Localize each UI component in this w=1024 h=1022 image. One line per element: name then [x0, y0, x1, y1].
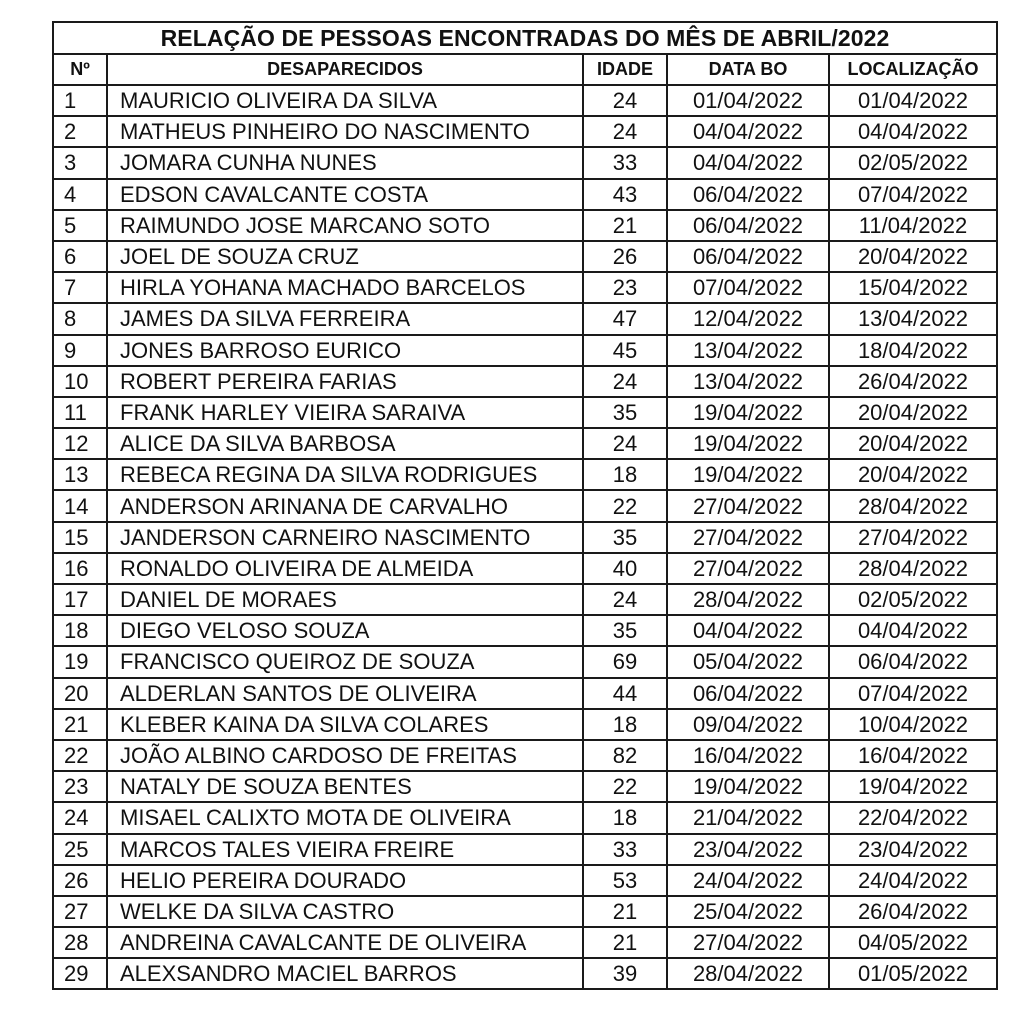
table-row	[53, 615, 997, 646]
person-age: 43	[583, 179, 667, 210]
date-bo: 19/04/2022	[667, 397, 829, 428]
date-bo: 19/04/2022	[667, 771, 829, 802]
date-bo: 19/04/2022	[667, 459, 829, 490]
location-date: 02/05/2022	[829, 147, 997, 178]
row-number: 19	[53, 646, 107, 677]
row-number: 3	[53, 147, 107, 178]
row-number: 21	[53, 709, 107, 740]
table-row	[53, 397, 997, 428]
found-persons-table	[52, 21, 998, 990]
table-row	[53, 490, 997, 521]
date-bo: 09/04/2022	[667, 709, 829, 740]
person-age: 53	[583, 865, 667, 896]
table-row	[53, 802, 997, 833]
person-name: ANDERSON ARINANA DE CARVALHO	[107, 490, 583, 521]
date-bo: 01/04/2022	[667, 85, 829, 116]
location-date: 16/04/2022	[829, 740, 997, 771]
table-row	[53, 522, 997, 553]
person-name: REBECA REGINA DA SILVA RODRIGUES	[107, 459, 583, 490]
date-bo: 04/04/2022	[667, 615, 829, 646]
table-row	[53, 179, 997, 210]
person-age: 47	[583, 303, 667, 334]
person-name: WELKE DA SILVA CASTRO	[107, 896, 583, 927]
date-bo: 28/04/2022	[667, 958, 829, 989]
location-date: 07/04/2022	[829, 179, 997, 210]
date-bo: 28/04/2022	[667, 584, 829, 615]
person-name: ROBERT PEREIRA FARIAS	[107, 366, 583, 397]
date-bo: 07/04/2022	[667, 272, 829, 303]
location-date: 24/04/2022	[829, 865, 997, 896]
header-date-bo: DATA BO	[667, 54, 829, 85]
row-number: 28	[53, 927, 107, 958]
table-row	[53, 335, 997, 366]
person-name: MISAEL CALIXTO MOTA DE OLIVEIRA	[107, 802, 583, 833]
date-bo: 06/04/2022	[667, 179, 829, 210]
location-date: 02/05/2022	[829, 584, 997, 615]
table-row	[53, 646, 997, 677]
location-date: 20/04/2022	[829, 459, 997, 490]
table-row	[53, 85, 997, 116]
location-date: 22/04/2022	[829, 802, 997, 833]
person-age: 33	[583, 834, 667, 865]
table-row	[53, 147, 997, 178]
person-name: ALICE DA SILVA BARBOSA	[107, 428, 583, 459]
person-age: 24	[583, 366, 667, 397]
person-age: 21	[583, 896, 667, 927]
row-number: 12	[53, 428, 107, 459]
location-date: 19/04/2022	[829, 771, 997, 802]
location-date: 13/04/2022	[829, 303, 997, 334]
person-name: JOÃO ALBINO CARDOSO DE FREITAS	[107, 740, 583, 771]
person-name: DANIEL DE MORAES	[107, 584, 583, 615]
location-date: 01/05/2022	[829, 958, 997, 989]
location-date: 04/04/2022	[829, 116, 997, 147]
person-age: 44	[583, 678, 667, 709]
table-body	[53, 85, 997, 989]
date-bo: 27/04/2022	[667, 927, 829, 958]
row-number: 13	[53, 459, 107, 490]
date-bo: 23/04/2022	[667, 834, 829, 865]
row-number: 18	[53, 615, 107, 646]
location-date: 27/04/2022	[829, 522, 997, 553]
row-number: 10	[53, 366, 107, 397]
location-date: 04/04/2022	[829, 615, 997, 646]
person-name: FRANK HARLEY VIEIRA SARAIVA	[107, 397, 583, 428]
location-date: 26/04/2022	[829, 366, 997, 397]
person-age: 21	[583, 927, 667, 958]
person-name: EDSON CAVALCANTE COSTA	[107, 179, 583, 210]
header-row	[53, 54, 997, 85]
header-num: Nº	[53, 54, 107, 85]
row-number: 15	[53, 522, 107, 553]
person-age: 22	[583, 490, 667, 521]
table-row	[53, 272, 997, 303]
location-date: 28/04/2022	[829, 490, 997, 521]
date-bo: 05/04/2022	[667, 646, 829, 677]
location-date: 10/04/2022	[829, 709, 997, 740]
row-number: 26	[53, 865, 107, 896]
location-date: 04/05/2022	[829, 927, 997, 958]
table-row	[53, 428, 997, 459]
person-age: 24	[583, 116, 667, 147]
person-name: JAMES DA SILVA FERREIRA	[107, 303, 583, 334]
table-row	[53, 678, 997, 709]
table-row	[53, 210, 997, 241]
date-bo: 04/04/2022	[667, 147, 829, 178]
row-number: 29	[53, 958, 107, 989]
location-date: 01/04/2022	[829, 85, 997, 116]
person-name: KLEBER KAINA DA SILVA COLARES	[107, 709, 583, 740]
person-age: 22	[583, 771, 667, 802]
row-number: 6	[53, 241, 107, 272]
person-age: 35	[583, 397, 667, 428]
person-age: 18	[583, 709, 667, 740]
row-number: 22	[53, 740, 107, 771]
person-age: 40	[583, 553, 667, 584]
person-age: 26	[583, 241, 667, 272]
table-row	[53, 958, 997, 989]
person-age: 24	[583, 85, 667, 116]
person-name: MAURICIO OLIVEIRA DA SILVA	[107, 85, 583, 116]
table-row	[53, 865, 997, 896]
row-number: 24	[53, 802, 107, 833]
location-date: 20/04/2022	[829, 397, 997, 428]
person-name: ANDREINA CAVALCANTE DE OLIVEIRA	[107, 927, 583, 958]
table-title: RELAÇÃO DE PESSOAS ENCONTRADAS DO MÊS DE ABRIL/2022	[53, 22, 997, 54]
date-bo: 27/04/2022	[667, 553, 829, 584]
table-row	[53, 116, 997, 147]
person-age: 33	[583, 147, 667, 178]
row-number: 1	[53, 85, 107, 116]
table-row	[53, 303, 997, 334]
person-name: RAIMUNDO JOSE MARCANO SOTO	[107, 210, 583, 241]
person-age: 39	[583, 958, 667, 989]
person-age: 35	[583, 615, 667, 646]
row-number: 23	[53, 771, 107, 802]
table-row	[53, 459, 997, 490]
location-date: 23/04/2022	[829, 834, 997, 865]
person-age: 69	[583, 646, 667, 677]
person-name: MATHEUS PINHEIRO DO NASCIMENTO	[107, 116, 583, 147]
location-date: 07/04/2022	[829, 678, 997, 709]
row-number: 5	[53, 210, 107, 241]
person-name: NATALY DE SOUZA BENTES	[107, 771, 583, 802]
row-number: 14	[53, 490, 107, 521]
row-number: 27	[53, 896, 107, 927]
table-row	[53, 584, 997, 615]
date-bo: 06/04/2022	[667, 241, 829, 272]
date-bo: 21/04/2022	[667, 802, 829, 833]
person-age: 24	[583, 428, 667, 459]
table-row	[53, 241, 997, 272]
table-row	[53, 834, 997, 865]
row-number: 17	[53, 584, 107, 615]
table-row	[53, 709, 997, 740]
row-number: 9	[53, 335, 107, 366]
location-date: 28/04/2022	[829, 553, 997, 584]
location-date: 11/04/2022	[829, 210, 997, 241]
date-bo: 24/04/2022	[667, 865, 829, 896]
person-name: ALEXSANDRO MACIEL BARROS	[107, 958, 583, 989]
person-name: DIEGO VELOSO SOUZA	[107, 615, 583, 646]
person-age: 35	[583, 522, 667, 553]
header-location: LOCALIZAÇÃO	[829, 54, 997, 85]
person-name: ALDERLAN SANTOS DE OLIVEIRA	[107, 678, 583, 709]
person-age: 82	[583, 740, 667, 771]
row-number: 4	[53, 179, 107, 210]
row-number: 25	[53, 834, 107, 865]
table-row	[53, 740, 997, 771]
date-bo: 06/04/2022	[667, 210, 829, 241]
date-bo: 04/04/2022	[667, 116, 829, 147]
location-date: 06/04/2022	[829, 646, 997, 677]
header-age: IDADE	[583, 54, 667, 85]
date-bo: 27/04/2022	[667, 522, 829, 553]
table-row	[53, 553, 997, 584]
header-name: DESAPARECIDOS	[107, 54, 583, 85]
row-number: 20	[53, 678, 107, 709]
title-row	[53, 22, 997, 54]
row-number: 11	[53, 397, 107, 428]
date-bo: 19/04/2022	[667, 428, 829, 459]
person-name: JOEL DE SOUZA CRUZ	[107, 241, 583, 272]
date-bo: 12/04/2022	[667, 303, 829, 334]
person-age: 18	[583, 802, 667, 833]
person-name: JONES BARROSO EURICO	[107, 335, 583, 366]
person-name: JOMARA CUNHA NUNES	[107, 147, 583, 178]
table-row	[53, 896, 997, 927]
person-name: FRANCISCO QUEIROZ DE SOUZA	[107, 646, 583, 677]
row-number: 8	[53, 303, 107, 334]
person-name: HIRLA YOHANA MACHADO BARCELOS	[107, 272, 583, 303]
table-row	[53, 927, 997, 958]
location-date: 20/04/2022	[829, 428, 997, 459]
row-number: 16	[53, 553, 107, 584]
person-age: 24	[583, 584, 667, 615]
table-row	[53, 366, 997, 397]
location-date: 18/04/2022	[829, 335, 997, 366]
date-bo: 06/04/2022	[667, 678, 829, 709]
row-number: 2	[53, 116, 107, 147]
date-bo: 13/04/2022	[667, 366, 829, 397]
person-age: 45	[583, 335, 667, 366]
person-name: MARCOS TALES VIEIRA FREIRE	[107, 834, 583, 865]
person-name: HELIO PEREIRA DOURADO	[107, 865, 583, 896]
person-age: 21	[583, 210, 667, 241]
table-row	[53, 771, 997, 802]
row-number: 7	[53, 272, 107, 303]
location-date: 15/04/2022	[829, 272, 997, 303]
person-name: RONALDO OLIVEIRA DE ALMEIDA	[107, 553, 583, 584]
location-date: 20/04/2022	[829, 241, 997, 272]
date-bo: 13/04/2022	[667, 335, 829, 366]
person-age: 18	[583, 459, 667, 490]
date-bo: 27/04/2022	[667, 490, 829, 521]
date-bo: 25/04/2022	[667, 896, 829, 927]
person-name: JANDERSON CARNEIRO NASCIMENTO	[107, 522, 583, 553]
date-bo: 16/04/2022	[667, 740, 829, 771]
location-date: 26/04/2022	[829, 896, 997, 927]
person-age: 23	[583, 272, 667, 303]
